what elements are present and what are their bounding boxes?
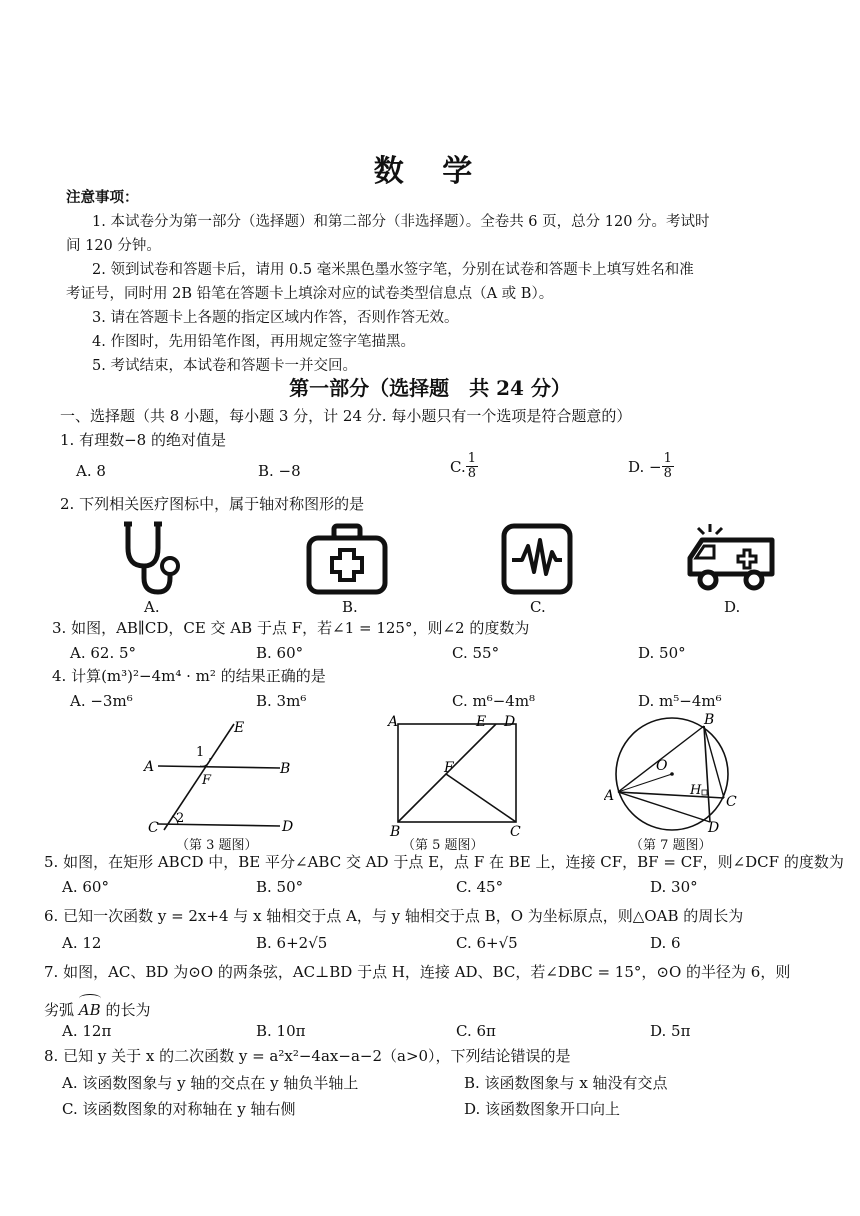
q3-option-c: C. 55°: [452, 644, 500, 662]
q1-option-d-label: D. −: [628, 457, 662, 476]
q6-option-a: A. 12: [62, 934, 102, 952]
stethoscope-icon: [118, 520, 188, 598]
q4-option-c: C. m⁶−4m⁸: [452, 692, 536, 710]
q7-option-c: C. 6π: [456, 1022, 496, 1040]
q1-stem: 1. 有理数−8 的绝对值是: [60, 431, 226, 449]
q2-option-b: B.: [342, 598, 358, 616]
notice-line-3: 3. 请在答题卡上各题的指定区域内作答，否则作答无效。: [92, 310, 459, 326]
arc-mark: [79, 994, 101, 1003]
fig5-label-f: F: [444, 760, 454, 776]
q5-option-d: D. 30°: [650, 878, 698, 896]
q1-option-c-fraction: [466, 452, 478, 481]
q6-option-d: D. 6: [650, 934, 681, 952]
fig7-label-h: H: [690, 783, 702, 798]
figure-q3: [130, 712, 310, 852]
q4-stem: 4. 计算(m³)²−4m⁴ · m² 的结果正确的是: [52, 667, 326, 685]
figure-q7: [604, 708, 754, 838]
notice-line-1a: 1. 本试卷分为第一部分（选择题）和第二部分（非选择题）。全卷共 6 页，总分 120 分。考试时: [92, 214, 710, 230]
q2-option-d: D.: [724, 598, 741, 616]
fig3-angle-1: 1: [196, 745, 205, 760]
fig5-label-d: D: [504, 714, 516, 730]
ambulance-icon: [684, 522, 778, 596]
fig3-angle-2: 2: [176, 811, 185, 826]
q7-stem-line2: [44, 996, 150, 1020]
q8-stem: 8. 已知 y 关于 x 的二次函数 y = a²x²−4ax−a−2（a>0），下列结论错误的是: [44, 1047, 571, 1065]
fig5-label-b: B: [390, 824, 401, 840]
q7-arc-label: AB: [78, 1001, 101, 1019]
page-title: 数 学: [373, 154, 487, 189]
q1-option-b: B. −8: [258, 462, 301, 480]
fig7-label-d: D: [708, 820, 720, 836]
q1-d-numerator: 1: [663, 451, 672, 466]
fig3-label-b: B: [280, 761, 291, 777]
notice-line-1b: 间 120 分钟。: [66, 238, 161, 254]
q8-option-b: B. 该函数图象与 x 轴没有交点: [464, 1074, 668, 1092]
q1-option-c-label: C.: [450, 457, 466, 476]
q2-stem: 2. 下列相关医疗图标中，属于轴对称图形的是: [60, 495, 365, 513]
q2-option-a: A.: [144, 598, 160, 616]
q7-option-a: A. 12π: [62, 1022, 112, 1040]
fig3-label-f: F: [202, 773, 212, 788]
fig3-label-a: A: [144, 759, 155, 775]
fig7-label-o: O: [656, 758, 668, 774]
q6-stem: 6. 已知一次函数 y = 2x+4 与 x 轴相交于点 A，与 y 轴相交于点 B，O 为坐标原点，则△OAB 的周长为: [44, 907, 744, 925]
fig5-label-e: E: [476, 714, 487, 730]
notice-heading: 注意事项：: [66, 189, 139, 206]
q3-option-b: B. 60°: [256, 644, 304, 662]
q4-option-a: A. −3m⁶: [70, 692, 133, 710]
fig7-caption: （第 7 题图）: [630, 838, 712, 853]
q5-option-b: B. 50°: [256, 878, 304, 896]
fig7-label-b: B: [704, 712, 715, 728]
fig3-caption: （第 3 题图）: [176, 838, 258, 853]
q1-option-a: A. 8: [76, 462, 106, 480]
part-intro: 一、选择题（共 8 小题，每小题 3 分，计 24 分. 每小题只有一个选项是符合题意的）: [60, 407, 632, 425]
q7-stem-line1: 7. 如图，AC、BD 为⊙O 的两条弦，AC⊥BD 于点 H，连接 AD、BC，若∠DBC = 15°，⊙O 的半径为 6，则: [44, 963, 791, 981]
q6-option-c: C. 6+√5: [456, 934, 518, 952]
fig3-label-e: E: [234, 720, 245, 736]
q2-option-c: C.: [530, 598, 546, 616]
notice-line-2a: 2. 领到试卷和答题卡后，请用 0.5 毫米黑色墨水签字笔，分别在试卷和答题卡上填写姓名和准: [92, 262, 694, 278]
q5-option-a: A. 60°: [62, 878, 109, 896]
q7-stem-pre: 劣弧: [44, 1001, 75, 1019]
q7-stem-post: 的长为: [105, 1001, 151, 1019]
q8-option-c: C. 该函数图象的对称轴在 y 轴右侧: [62, 1100, 296, 1118]
q3-option-a: A. 62. 5°: [70, 644, 137, 662]
fig5-label-c: C: [510, 824, 521, 840]
q7-option-d: D. 5π: [650, 1022, 691, 1040]
q8-option-a: A. 该函数图象与 y 轴的交点在 y 轴负半轴上: [62, 1074, 359, 1092]
fig7-label-c: C: [726, 794, 737, 810]
heart-monitor-icon: [500, 522, 574, 596]
fig5-caption: （第 5 题图）: [402, 838, 484, 853]
notice-line-5: 5. 考试结束，本试卷和答题卡一并交回。: [92, 358, 357, 374]
notice-line-4: 4. 作图时，先用铅笔作图，再用规定签字笔描黑。: [92, 334, 415, 350]
q5-stem: 5. 如图，在矩形 ABCD 中，BE 平分∠ABC 交 AD 于点 E，点 F 在 BE 上，连接 CF，BF = CF，则∠DCF 的度数为: [44, 853, 844, 871]
q1-d-denominator: 8: [663, 466, 672, 481]
q7-option-b: B. 10π: [256, 1022, 306, 1040]
figure-q5: [384, 710, 534, 840]
fig7-label-a: A: [604, 788, 615, 804]
section-title: 第一部分（选择题 共 24 分）: [289, 376, 571, 400]
q1-c-denominator: 8: [467, 466, 476, 481]
medical-kit-icon: [304, 522, 390, 596]
q7-arc-ab: [79, 996, 101, 1020]
q5-option-c: C. 45°: [456, 878, 504, 896]
fig3-label-c: C: [148, 820, 159, 836]
q6-option-b: B. 6+2√5: [256, 934, 328, 952]
q3-option-d: D. 50°: [638, 644, 686, 662]
q4-option-d: D. m⁵−4m⁶: [638, 692, 722, 710]
q1-c-numerator: 1: [467, 451, 476, 466]
q8-option-d: D. 该函数图象开口向上: [464, 1100, 621, 1118]
notice-line-2b: 考证号，同时用 2B 铅笔在答题卡上填涂对应的试卷类型信息点（A 或 B）。: [66, 286, 554, 302]
fig3-label-d: D: [282, 819, 294, 835]
q4-option-b: B. 3m⁶: [256, 692, 307, 710]
q1-option-c: [450, 452, 478, 481]
q3-stem: 3. 如图，AB∥CD，CE 交 AB 于点 F，若∠1 = 125°，则∠2 的度数为: [52, 619, 530, 637]
fig5-label-a: A: [388, 714, 399, 730]
q1-option-d-fraction: [662, 452, 674, 481]
q1-option-d: [628, 452, 674, 481]
